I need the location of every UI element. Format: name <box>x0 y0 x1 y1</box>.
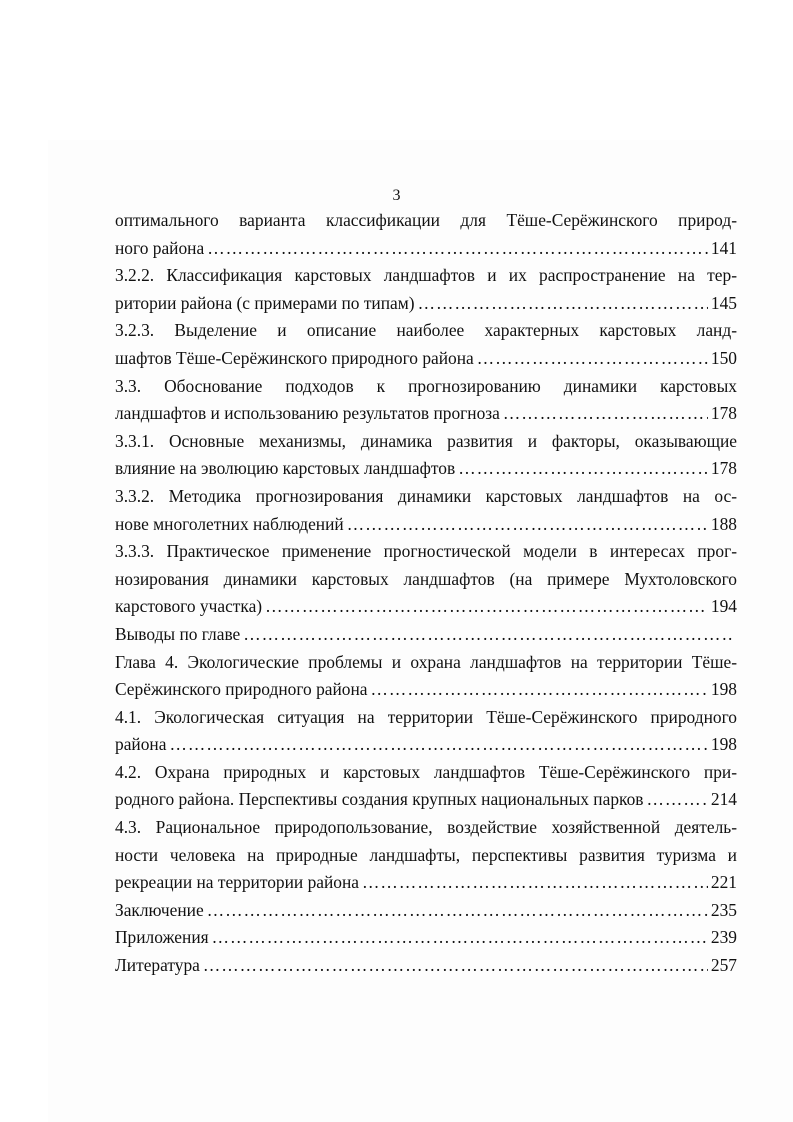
dot-leader <box>418 290 708 318</box>
toc-entry-last-line <box>115 593 737 621</box>
toc-entry-title: нове многолетних наблюдений <box>115 513 344 534</box>
toc-entry[interactable] <box>115 317 737 372</box>
toc-entry-line <box>115 842 737 870</box>
toc-entry-title: Серёжинского природного района <box>115 679 368 700</box>
toc-entry[interactable] <box>115 649 737 704</box>
toc-entry[interactable] <box>115 814 737 897</box>
dot-leader <box>362 869 708 897</box>
toc-page-number: 257 <box>710 955 737 976</box>
toc-entry-last-line <box>115 235 737 263</box>
toc-entry-last-line <box>115 290 737 318</box>
toc-entry-last-line <box>115 897 737 925</box>
dot-leader <box>265 593 708 621</box>
toc-entry-title: нозирования динамики карстовых ландшафтов (на примере Мухтоловского <box>115 568 737 589</box>
toc-entry-title: Заключение <box>115 899 204 920</box>
toc-page-number: 194 <box>710 596 737 617</box>
toc-entry-line <box>115 649 737 677</box>
toc-entry-title: оптимального варианта классификации для Тёше-Серёжинского природ- <box>115 210 737 230</box>
dot-leader <box>207 235 708 263</box>
dot-leader <box>207 897 708 925</box>
toc-entry-last-line <box>115 511 737 539</box>
toc-page-number: 239 <box>710 927 737 948</box>
toc-entry-title: Приложения <box>115 927 209 948</box>
toc-entry-title: ландшафтов и использованию результатов прогноза <box>115 403 500 424</box>
dot-leader <box>212 924 708 952</box>
toc-entry-last-line <box>115 621 737 649</box>
toc-page-number: 214 <box>710 789 737 810</box>
toc-entry[interactable] <box>115 924 737 952</box>
toc-page-number: 188 <box>710 513 737 534</box>
toc-entry-title: ритории района (с примерами по типам) <box>115 292 415 313</box>
toc-entry[interactable] <box>115 207 737 262</box>
toc-entry-title: района <box>115 734 167 755</box>
toc-entry-last-line <box>115 731 737 759</box>
toc-page-number: 221 <box>710 872 737 893</box>
dot-leader <box>169 731 707 759</box>
dot-leader <box>503 400 708 428</box>
toc-entry-title: ного района <box>115 237 205 258</box>
toc-entry[interactable] <box>115 483 737 538</box>
toc-entry[interactable] <box>115 428 737 483</box>
toc-entry-line <box>115 317 737 345</box>
toc-entry[interactable] <box>115 538 737 621</box>
toc-entry-last-line <box>115 869 737 897</box>
toc-page-number: 235 <box>710 899 737 920</box>
toc-entry-title: Выводы по главе <box>115 623 241 644</box>
toc-entry-line <box>115 814 737 842</box>
toc-entry-last-line <box>115 345 737 373</box>
toc-entry-title: карстового участка) <box>115 596 263 617</box>
toc-entry-title: 3.3.2. Методика прогнозирования динамики карстовых ландшафтов на ос- <box>115 485 737 506</box>
toc-page-number: 198 <box>710 679 737 700</box>
toc-entry[interactable] <box>115 952 737 980</box>
toc-entry-line <box>115 262 737 290</box>
toc-entry-title: Глава 4. Экологические проблемы и охрана ландшафтов на территории Тёше- <box>115 651 737 672</box>
toc-entry-title: рекреации на территории района <box>115 872 360 893</box>
toc-entry[interactable] <box>115 262 737 317</box>
toc-entry[interactable] <box>115 759 737 814</box>
toc-entry-title: 3.3.1. Основные механизмы, динамика развития и факторы, оказывающие <box>115 430 737 451</box>
toc-entry-title: 4.2. Охрана природных и карстовых ландшафтов Тёше-Серёжинского при- <box>115 761 737 782</box>
dot-leader <box>477 345 708 373</box>
toc-page-number: 198 <box>710 734 737 755</box>
table-of-contents <box>115 207 737 980</box>
toc-entry[interactable] <box>115 373 737 428</box>
toc-entry-line <box>115 566 737 594</box>
toc-entry-title: 4.1. Экологическая ситуация на территории Тёше-Серёжинского природного <box>115 706 737 727</box>
toc-entry-line <box>115 207 737 235</box>
toc-entry-title: шафтов Тёше-Серёжинского природного района <box>115 347 474 368</box>
toc-entry-title: 3.3. Обоснование подходов к прогнозированию динамики карстовых <box>115 375 737 396</box>
toc-entry-line <box>115 373 737 401</box>
toc-entry-title: 4.3. Рациональное природопользование, воздействие хозяйственной деятель- <box>115 817 737 838</box>
dot-leader <box>647 786 708 814</box>
toc-entry-last-line <box>115 400 737 428</box>
dot-leader <box>203 952 708 980</box>
toc-entry-last-line <box>115 676 737 704</box>
dot-leader <box>347 511 708 539</box>
toc-entry-title: ности человека на природные ландшафты, перспективы развития туризма и <box>115 844 737 865</box>
toc-entry-line <box>115 538 737 566</box>
dot-leader <box>243 621 734 649</box>
toc-page-number: 141 <box>710 237 737 258</box>
dot-leader <box>458 455 708 483</box>
toc-page-number: 178 <box>710 403 737 424</box>
toc-entry-last-line <box>115 455 737 483</box>
toc-page-number: 178 <box>710 458 737 479</box>
dot-leader <box>371 676 708 704</box>
toc-page-number: 145 <box>710 292 737 313</box>
toc-entry-last-line <box>115 786 737 814</box>
toc-entry-last-line <box>115 924 737 952</box>
toc-page-number: 150 <box>710 347 737 368</box>
toc-entry-last-line <box>115 952 737 980</box>
toc-entry-line <box>115 428 737 456</box>
toc-entry-title: родного района. Перспективы создания крупных национальных парков <box>115 789 644 810</box>
toc-entry-title: 3.3.3. Практическое применение прогностической модели в интересах прог- <box>115 541 737 562</box>
toc-entry-line <box>115 759 737 787</box>
page-number: 3 <box>392 187 401 204</box>
toc-entry-title: Литература <box>115 955 200 976</box>
toc-entry[interactable] <box>115 897 737 925</box>
toc-entry-line <box>115 704 737 732</box>
toc-entry-title: влияние на эволюцию карстовых ландшафтов <box>115 458 456 479</box>
toc-entry-title: 3.2.2. Классификация карстовых ландшафтов и их распространение на тер- <box>115 265 737 286</box>
toc-entry-line <box>115 483 737 511</box>
toc-entry[interactable] <box>115 704 737 759</box>
toc-entry-title: 3.2.3. Выделение и описание наиболее характерных карстовых ланд- <box>115 320 737 341</box>
toc-entry[interactable] <box>115 621 737 649</box>
